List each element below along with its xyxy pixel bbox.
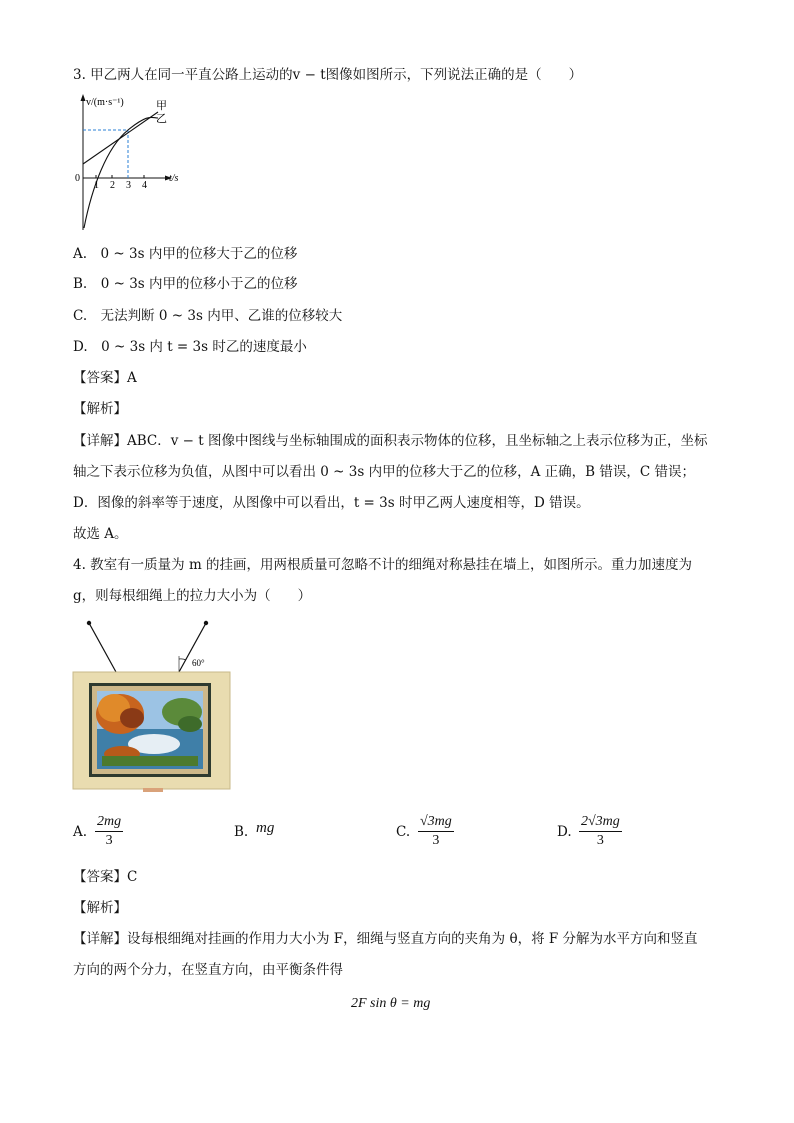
q3-detail-line-3: D．图像的斜率等于速度，从图像中可以看出，t = 3s 时甲乙两人速度相等，D 错误。 (73, 495, 590, 511)
v-axis-arrow (81, 94, 86, 101)
q3-option-c: C. 无法判断 0 ~ 3s 内甲、乙谁的位移较大 (73, 308, 343, 324)
q3-detail-line-2: 轴之下表示位移为负值，从图中可以看出 0 ~ 3s 内甲的位移大于乙的位移，A 正确，B 错误，C 错误； (73, 464, 695, 480)
fraction-c: $\frac{√3mg}{3}$ (420, 814, 452, 848)
right-nail (204, 621, 208, 625)
v-axis-label: v/(m·s⁻¹) (86, 97, 124, 108)
vt-graph (72, 92, 192, 232)
label-yi: 乙 (156, 112, 167, 125)
hanging-picture-figure (72, 616, 232, 794)
fraction-a: $\frac{2mg}{3}$ (97, 814, 122, 848)
q4-answer: 【答案】C (73, 869, 138, 885)
q4-stem-line-1: 4. 教室有一质量为 m 的挂画，用两根质量可忽略不计的细绳对称悬挂在墙上，如图所示。重力加速度为 (73, 557, 693, 573)
q4-stem-line-2: g，则每根细绳上的拉力大小为（ ） (73, 588, 312, 604)
q4-analysis-heading: 【解析】 (73, 900, 127, 916)
q3-detail-line-1: 【详解】ABC．v − t 图像中图线与坐标轴围成的面积表示物体的位移，且坐标轴之上表示位移为正，坐标 (73, 433, 708, 449)
q4-detail-line-1: 【详解】设每根细绳对挂画的作用力大小为 F，细绳与竖直方向的夹角为 θ，将 F 分解为水平方向和竖直 (73, 931, 698, 947)
q3-answer: 【答案】A (73, 370, 137, 386)
label-jia: 甲 (156, 99, 167, 112)
q4-detail-line-2: 方向的两个分力，在竖直方向，由平衡条件得 (73, 962, 343, 978)
angle-label: 60° (192, 658, 205, 668)
t-axis-label: t/s (169, 173, 179, 184)
tick-2: 2 (110, 180, 115, 191)
q3-option-b: B. 0 ~ 3s 内甲的位移小于乙的位移 (73, 276, 298, 292)
q3-option-d: D. 0 ~ 3s 内 t = 3s 时乙的速度最小 (73, 339, 307, 355)
origin-label: 0 (75, 173, 80, 184)
q3-option-a: A. 0 ~ 3s 内甲的位移大于乙的位移 (73, 246, 298, 262)
curve-yi (84, 117, 158, 228)
equilibrium-equation: 2F sin θ = mg (351, 996, 431, 1011)
tick-1: 1 (94, 180, 99, 191)
q3-analysis-heading: 【解析】 (73, 401, 127, 417)
left-string (89, 623, 116, 672)
left-nail (87, 621, 91, 625)
tick-3: 3 (126, 180, 131, 191)
q3-stem: 3. 甲乙两人在同一平直公路上运动的v − t图像如图所示，下列说法正确的是（ ） (73, 67, 583, 83)
q3-conclusion: 故选 A。 (73, 526, 128, 542)
tick-4: 4 (142, 180, 147, 191)
fraction-d: $\frac{2√3mg}{3}$ (581, 814, 620, 848)
